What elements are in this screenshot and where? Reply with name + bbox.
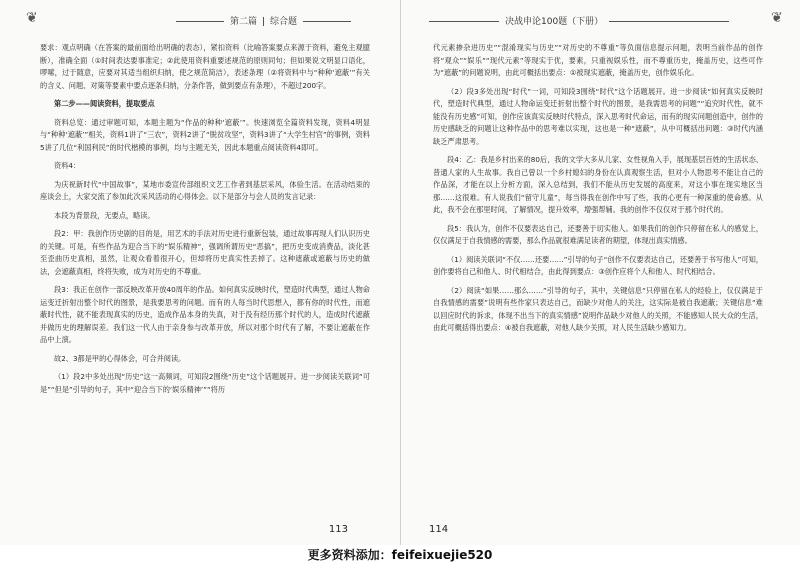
paragraph: （1）阅读关联词“不仅……还要……”引导的句子“创作不仅要表达自己，还要善于书写他人”可知，创作要将自己和他人、时代相结合，由此得到要点：③创作应将个人和他人、时代相结合。 [433,254,763,276]
right-page [400,0,800,545]
ornament-icon: ❦ [771,10,783,26]
section-heading: 第二步——阅读资料，提取要点 [54,99,155,108]
header-title: 决战申论100题（下册） [505,17,604,27]
right-content [433,42,763,341]
paragraph: 段5：我认为，创作不仅要表达自己，还要善于切实他人。如果我们的创作只停留在私人的感觉上，仅仅满足于自我情感的需要，那么作品就很难满足读者的期望，体现出真实情感。 [433,223,763,245]
paragraph: 段2：甲：我创作历史剧的目的是，用艺术的手法对历史进行重新包装，通过故事再现人们认识历史的关键。可是，有些作品为迎合当下的“娱乐精神”，强调所谓历史“恶搞”，把历史变成消费品，淡化甚至歪曲历史真相，虽然，让观众看着很开心，但却将历史真实性丢掉了。这种遮蔽或遮蔽与历史的做法，会遮蔽真相，终将失败，成为对历史的不尊重。 [40,229,370,276]
paragraph: 资料总览：通过审题可知，本题主题为“作品的种种‘遮蔽’”。快速浏览全篇资料发现，资料4明显与“种种‘遮蔽’”相关，资料1讲了“三农”，资料2讲了“脱贫攻坚”，资料3讲了“大学生村官”的事例，资料5讲了几位“利国利民”的时代楷模的事例，均与主题无关，因此本题重点阅读资料4即可。 [40,117,370,152]
paragraph: 要求：观点明确（在答案的最前面给出明确的表态），紧扣资料（比喻答案要点来源于资料，避免主观臆断），准确全面（①时间表达要事准定；②此使用资料重要述规范的原则同句；但如果说文明显口语化，啰嗦，过于随意，应要对其适当组织归纳，使之规范简洁），表述条理（②将资料中与“种种‘遮蔽’”有关的含义、问题、对策等要素中要点逐条归纳，分条作答，做到要点有条理），不超过200字。 [40,43,370,90]
left-header [170,14,357,28]
page-number: 113 [328,524,348,535]
paragraph: 段4：乙：我是乡村出来的80后，我的文学大多从儿家、女性视角入手，展现基层百姓的生活状态、普通人家的人生故事。我自己曾以一个乡村媳妇的身份在认真观察生活，但对小人物思考不能让自己的作品深，才能在以上分析方面，深入总结到，我们不能从历史发展的高度来，对这小事在现实地区当那……这很难。有人说我们“留守儿童”，每当得我在创作中写了些，我的心更有一种深重的使命感。从此，我不会在那里时间，了解情况，提升效率，增强帮辅。我的创作不仅仅对于那个时代的。 [433,155,763,214]
page-number: 114 [429,524,449,535]
paragraph: 本段为背景段，无要点，略读。 [54,210,155,220]
right-header [423,14,735,28]
ornament-icon: ❦ [26,10,38,26]
paragraph: （2）段3多处出现“时代”一词，可知段3围绕“时代”这个话题展开。进一步阅读“如何真实反映时代，塑造时代典型，通过人物命运变迁折射出整个时代的图景，是我需思考的问题”“追究时代性，就不能没有历史感”可知，创作应该真实反映时代特点，深入思考时代命运，而有的现实问题创造中，创作的历史感缺乏的问题让这种作品中的思考难以实现，这也是一种“遮蔽”，从中可概括出问题：③时代内涵缺乏严肃思考。 [433,86,763,146]
paragraph: 资料4： [54,161,81,170]
paragraph: 代元素掺杂进历史”“混淆现实与历史”“对历史的不尊重”等负面信息提示问题，表明当前作品的创作将“观众”“娱乐”“现代元素”等现实于优，要素，只重视娱乐性，而不尊重历史，掩盖历史，这些可作为“遮蔽”的问题说明，由此可概括出要点：①被现实遮蔽，掩盖历史，创作娱乐化。 [433,43,763,77]
header-title: 综合题 [270,17,298,27]
left-content [40,42,370,402]
left-page [0,0,400,545]
footer-text: 更多资料添加：feifeixuejie520 [307,548,493,562]
paragraph: （1）段2中多处出现“历史”这一高频词，可知段2围绕“历史”这个话题展开。进一步阅读关联词“可是”“但是”引导的句子，其中“迎合当下的‘娱乐精神’”“将历 [40,372,370,394]
paragraph: 段3：我正在创作一部反映改革开放40周年的作品。如何真实反映时代，塑造时代典型，通过人物命运变迁折射出整个时代的图景，是我要思考的问题。而有的人每当时代思想入，都有你的时代性，而遮蔽时代性，就不能表现真实的历史，造成作品本身的失真，对于没有经历那个时代的人，造成时代遮蔽并做历史的理解误差。我们这一代人由于亲身参与改革开放，所以对那个时代有了解，不要让遮蔽在作品中上演。 [40,285,370,344]
header-part: 第二篇 [230,17,258,27]
paragraph: 为庆祝新时代“中国故事”，某地市委宣传部组织文艺工作者到基层采风，体验生活。在活动结束的座谈会上，大家交流了参加此次采风活动的心得体会。以下是部分与会人员的发言记录： [40,179,370,201]
paragraph: 故2、3都是甲的心得体会，可合并阅读。 [54,353,186,363]
paragraph: （2）阅读“如果……那么……”引导的句子，其中，关键信息“只停留在私人的经验上，仅仅满足于自我情感的需要”说明有些作家只表达自己，而缺少对他人的关注，这实际是被自我遮蔽；关键信息“难以回应时代的诉求，体现不出当下的真实情感”说明作品缺少对他人的关照，不能感知人民大众的生活，由此可概括得出要点：④被自我遮蔽，对他人缺少关照，对人民生活缺少感知力。 [433,285,763,332]
